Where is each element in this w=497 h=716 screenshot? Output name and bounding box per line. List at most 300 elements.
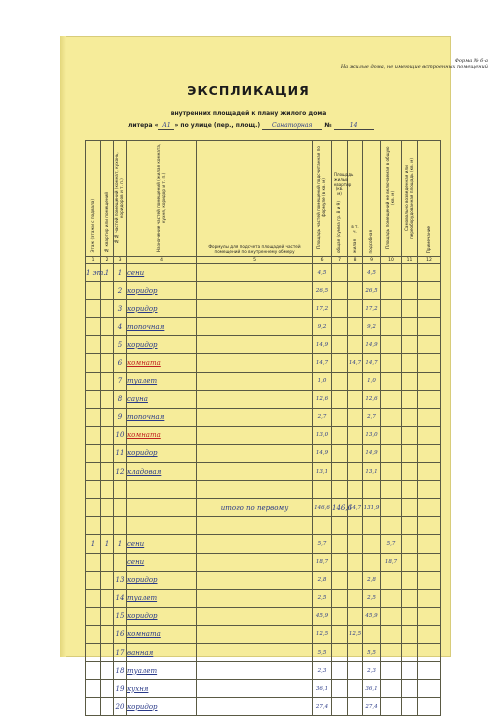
cell-notes bbox=[418, 625, 441, 643]
cell-excluded-area bbox=[381, 282, 402, 300]
cell-purpose: сени bbox=[127, 535, 197, 553]
cell-living-area bbox=[348, 300, 363, 318]
cell-purpose: коридор bbox=[127, 698, 197, 716]
table-row bbox=[86, 390, 441, 408]
cell-apartment bbox=[101, 372, 114, 390]
cell-excluded-area bbox=[381, 318, 402, 336]
cell-unauthorized-area bbox=[402, 643, 418, 661]
cell-total-area bbox=[332, 463, 348, 481]
cell-living-area bbox=[348, 426, 363, 444]
cell-auxiliary-area: 5,5 bbox=[363, 643, 381, 661]
cell-notes bbox=[418, 354, 441, 372]
cell-apartment bbox=[101, 390, 114, 408]
cell-floor bbox=[86, 408, 101, 426]
cell-notes bbox=[418, 571, 441, 589]
cell-auxiliary-area: 45,9 bbox=[363, 607, 381, 625]
cell-living-area bbox=[348, 680, 363, 698]
cell-living-area bbox=[348, 553, 363, 571]
cell-living-area bbox=[348, 264, 363, 282]
cell-apartment bbox=[101, 571, 114, 589]
cell-formula bbox=[197, 662, 313, 680]
cell-formula: итого по первому bbox=[197, 499, 313, 517]
cell-auxiliary-area: 9,2 bbox=[363, 318, 381, 336]
cell-purpose: кладовая bbox=[127, 463, 197, 481]
cell-floor bbox=[86, 625, 101, 643]
cell-total-area bbox=[332, 390, 348, 408]
cell-apartment bbox=[101, 408, 114, 426]
litera-value: А1 bbox=[158, 122, 174, 130]
table-row bbox=[86, 662, 441, 680]
cell-part-number: 14 bbox=[114, 589, 127, 607]
cell-auxiliary-area: 14,9 bbox=[363, 444, 381, 462]
table-row bbox=[86, 426, 441, 444]
cell-part-number: 1 bbox=[114, 535, 127, 553]
table-row bbox=[86, 680, 441, 698]
cell-part-number: 16 bbox=[114, 625, 127, 643]
cell-part-area: 9,2 bbox=[313, 318, 332, 336]
cell-floor bbox=[86, 698, 101, 716]
col-header-apartment: № квартир или помещений bbox=[101, 141, 114, 257]
cell-total-area bbox=[332, 643, 348, 661]
cell-notes bbox=[418, 390, 441, 408]
cell-auxiliary-area: 12,6 bbox=[363, 390, 381, 408]
cell-apartment: 1 bbox=[101, 264, 114, 282]
cell-excluded-area bbox=[381, 444, 402, 462]
street-prefix: » по улице (пер., площ.) bbox=[174, 122, 261, 129]
cell-apartment bbox=[101, 318, 114, 336]
cell-part-area: 27,4 bbox=[313, 698, 332, 716]
cell-purpose: топочная bbox=[127, 318, 197, 336]
cell-unauthorized-area bbox=[402, 698, 418, 716]
cell-part-number: 19 bbox=[114, 680, 127, 698]
cell-formula bbox=[197, 517, 313, 535]
cell-total-area bbox=[332, 625, 348, 643]
cell-auxiliary-area: 2,8 bbox=[363, 571, 381, 589]
cell-apartment bbox=[101, 481, 114, 499]
cell-auxiliary-area: 17,2 bbox=[363, 300, 381, 318]
cell-apartment bbox=[101, 463, 114, 481]
cell-part-number bbox=[114, 481, 127, 499]
cell-living-area: 12,5 bbox=[348, 625, 363, 643]
table-row bbox=[86, 282, 441, 300]
cell-part-area: 14,9 bbox=[313, 444, 332, 462]
table-row bbox=[86, 625, 441, 643]
cell-part-number: 17 bbox=[114, 643, 127, 661]
cell-living-area bbox=[348, 408, 363, 426]
cell-auxiliary-area bbox=[363, 625, 381, 643]
cell-apartment: 1 bbox=[101, 535, 114, 553]
col-header-living-quarters: Площадь жилых квартир (кв. м) bbox=[334, 172, 354, 197]
cell-living-area bbox=[348, 372, 363, 390]
cell-total-area bbox=[332, 607, 348, 625]
cell-purpose: коридор bbox=[127, 336, 197, 354]
cell-total-area bbox=[332, 408, 348, 426]
cell-notes bbox=[418, 318, 441, 336]
cell-total-area bbox=[332, 336, 348, 354]
cell-purpose: сени bbox=[127, 264, 197, 282]
cell-living-area bbox=[348, 607, 363, 625]
cell-unauthorized-area bbox=[402, 662, 418, 680]
cell-part-area: 18,7 bbox=[313, 553, 332, 571]
cell-apartment bbox=[101, 517, 114, 535]
cell-living-area bbox=[348, 662, 363, 680]
table-row bbox=[86, 589, 441, 607]
cell-part-number: 6 bbox=[114, 354, 127, 372]
cell-excluded-area bbox=[381, 589, 402, 607]
table-row bbox=[86, 408, 441, 426]
table-row bbox=[86, 444, 441, 462]
cell-unauthorized-area bbox=[402, 553, 418, 571]
cell-total-area bbox=[332, 553, 348, 571]
cell-unauthorized-area bbox=[402, 318, 418, 336]
cell-auxiliary-area: 13,1 bbox=[363, 463, 381, 481]
table-row bbox=[86, 698, 441, 716]
cell-part-area: 2,5 bbox=[313, 589, 332, 607]
address-line bbox=[128, 122, 374, 130]
cell-formula bbox=[197, 390, 313, 408]
cell-notes bbox=[418, 463, 441, 481]
col-header-part-area: Площадь частей помещений подсчитанная по формуле (в кв. м) bbox=[313, 141, 332, 257]
cell-total-area bbox=[332, 444, 348, 462]
cell-living-area: 14,7 bbox=[348, 354, 363, 372]
column-numbers-row: 1 2 3 4 5 6 7 8 9 10 11 12 bbox=[86, 257, 441, 264]
cell-total-area bbox=[332, 517, 348, 535]
cell-excluded-area bbox=[381, 499, 402, 517]
cell-part-number: 3 bbox=[114, 300, 127, 318]
table-row bbox=[86, 372, 441, 390]
cell-unauthorized-area bbox=[402, 372, 418, 390]
cell-unauthorized-area bbox=[402, 444, 418, 462]
cell-formula bbox=[197, 698, 313, 716]
cell-excluded-area bbox=[381, 517, 402, 535]
cell-purpose: комната bbox=[127, 625, 197, 643]
cell-notes bbox=[418, 300, 441, 318]
cell-unauthorized-area bbox=[402, 535, 418, 553]
cell-formula bbox=[197, 643, 313, 661]
cell-excluded-area bbox=[381, 625, 402, 643]
cell-auxiliary-area bbox=[363, 553, 381, 571]
col-header-part-number: №№ частей помещений (комнат, кухонь, коридоров и т. п.) bbox=[114, 141, 127, 257]
col-header-excluded-area: Площадь помещений не включаемая в общую (кв. м) bbox=[381, 141, 402, 257]
cell-unauthorized-area bbox=[402, 300, 418, 318]
cell-part-area: 13,1 bbox=[313, 463, 332, 481]
cell-floor bbox=[86, 662, 101, 680]
table-row bbox=[86, 643, 441, 661]
cell-excluded-area bbox=[381, 643, 402, 661]
cell-apartment bbox=[101, 643, 114, 661]
cell-purpose: туалет bbox=[127, 589, 197, 607]
table-row bbox=[86, 535, 441, 553]
table-row bbox=[86, 300, 441, 318]
cell-notes bbox=[418, 372, 441, 390]
cell-unauthorized-area bbox=[402, 408, 418, 426]
cell-excluded-area bbox=[381, 354, 402, 372]
cell-apartment bbox=[101, 607, 114, 625]
cell-floor: 1 эт. bbox=[86, 264, 101, 282]
cell-notes bbox=[418, 517, 441, 535]
cell-part-number: 15 bbox=[114, 607, 127, 625]
cell-floor: 1 bbox=[86, 535, 101, 553]
cell-total-area bbox=[332, 589, 348, 607]
cell-floor bbox=[86, 481, 101, 499]
col-header-formulas: Формулы для подсчета площадей частей помещений по внутреннему обмеру bbox=[197, 141, 313, 257]
cell-part-area: 14,7 bbox=[313, 354, 332, 372]
cell-part-number bbox=[114, 517, 127, 535]
cell-apartment bbox=[101, 282, 114, 300]
cell-excluded-area bbox=[381, 463, 402, 481]
form-note: На жилые дома, не имеющие встроенных помещений bbox=[340, 64, 488, 71]
col-header-purpose: Назначение частей помещений (жилая комната, кухня, коридор и т. п.) bbox=[127, 141, 197, 257]
cell-purpose: ванная bbox=[127, 643, 197, 661]
cell-unauthorized-area bbox=[402, 517, 418, 535]
cell-notes bbox=[418, 499, 441, 517]
cell-notes bbox=[418, 481, 441, 499]
cell-apartment bbox=[101, 426, 114, 444]
cell-notes bbox=[418, 336, 441, 354]
cell-purpose: коридор bbox=[127, 607, 197, 625]
document-title: ЭКСПЛИКАЦИЯ bbox=[187, 83, 310, 98]
cell-total-area bbox=[332, 571, 348, 589]
col-header-auxiliary: подсобная bbox=[363, 141, 381, 257]
cell-living-area bbox=[348, 390, 363, 408]
cell-floor bbox=[86, 517, 101, 535]
cell-excluded-area bbox=[381, 680, 402, 698]
cell-excluded-area bbox=[381, 390, 402, 408]
cell-total-area: 146,6 bbox=[332, 499, 348, 517]
cell-unauthorized-area bbox=[402, 426, 418, 444]
table-body bbox=[86, 257, 441, 716]
cell-formula bbox=[197, 408, 313, 426]
cell-part-number: 8 bbox=[114, 390, 127, 408]
cell-part-number bbox=[114, 553, 127, 571]
cell-floor bbox=[86, 607, 101, 625]
cell-unauthorized-area bbox=[402, 499, 418, 517]
cell-part-area: 4,5 bbox=[313, 264, 332, 282]
cell-part-area: 5,7 bbox=[313, 535, 332, 553]
form-number-block bbox=[341, 58, 488, 71]
cell-part-area: 2,8 bbox=[313, 571, 332, 589]
cell-purpose bbox=[127, 481, 197, 499]
cell-part-number: 18 bbox=[114, 662, 127, 680]
cell-apartment bbox=[101, 662, 114, 680]
cell-formula bbox=[197, 264, 313, 282]
cell-floor bbox=[86, 553, 101, 571]
cell-formula bbox=[197, 481, 313, 499]
cell-part-area: 45,9 bbox=[313, 607, 332, 625]
cell-part-number: 7 bbox=[114, 372, 127, 390]
cell-living-area bbox=[348, 571, 363, 589]
cell-notes bbox=[418, 408, 441, 426]
col-header-including: в т. ч. bbox=[351, 224, 359, 234]
col-header-floor: Этаж (этажи с подвала) bbox=[86, 141, 101, 257]
cell-part-area bbox=[313, 481, 332, 499]
cell-notes bbox=[418, 426, 441, 444]
cell-purpose: туалет bbox=[127, 372, 197, 390]
cell-unauthorized-area bbox=[402, 589, 418, 607]
cell-unauthorized-area bbox=[402, 571, 418, 589]
cell-apartment bbox=[101, 680, 114, 698]
cell-part-area: 146,6 bbox=[313, 499, 332, 517]
cell-part-number: 2 bbox=[114, 282, 127, 300]
cell-unauthorized-area bbox=[402, 354, 418, 372]
cell-apartment bbox=[101, 336, 114, 354]
table-row bbox=[86, 571, 441, 589]
cell-notes bbox=[418, 698, 441, 716]
cell-unauthorized-area bbox=[402, 607, 418, 625]
cell-part-area: 36,1 bbox=[313, 680, 332, 698]
cell-floor bbox=[86, 643, 101, 661]
cell-floor bbox=[86, 354, 101, 372]
cell-floor bbox=[86, 390, 101, 408]
cell-formula bbox=[197, 571, 313, 589]
cell-purpose bbox=[127, 517, 197, 535]
cell-part-area: 2,3 bbox=[313, 662, 332, 680]
cell-auxiliary-area bbox=[363, 535, 381, 553]
cell-living-area bbox=[348, 444, 363, 462]
cell-formula bbox=[197, 463, 313, 481]
cell-apartment bbox=[101, 444, 114, 462]
cell-floor bbox=[86, 571, 101, 589]
cell-part-number: 9 bbox=[114, 408, 127, 426]
cell-purpose bbox=[127, 499, 197, 517]
cell-floor bbox=[86, 444, 101, 462]
cell-total-area bbox=[332, 481, 348, 499]
cell-excluded-area bbox=[381, 571, 402, 589]
cell-part-number: 13 bbox=[114, 571, 127, 589]
cell-part-number: 10 bbox=[114, 426, 127, 444]
cell-living-area bbox=[348, 282, 363, 300]
cell-apartment bbox=[101, 499, 114, 517]
cell-part-number: 4 bbox=[114, 318, 127, 336]
cell-formula bbox=[197, 444, 313, 462]
col-header-notes: Примечание bbox=[418, 141, 441, 257]
cell-living-area bbox=[348, 589, 363, 607]
cell-purpose: коридор bbox=[127, 444, 197, 462]
cell-excluded-area: 18,7 bbox=[381, 553, 402, 571]
cell-excluded-area bbox=[381, 481, 402, 499]
cell-auxiliary-area bbox=[363, 517, 381, 535]
cell-floor bbox=[86, 589, 101, 607]
cell-apartment bbox=[101, 354, 114, 372]
cell-auxiliary-area: 14,9 bbox=[363, 336, 381, 354]
cell-purpose: сени bbox=[127, 553, 197, 571]
cell-living-area bbox=[348, 481, 363, 499]
cell-formula bbox=[197, 625, 313, 643]
cell-formula bbox=[197, 318, 313, 336]
cell-total-area bbox=[332, 264, 348, 282]
cell-excluded-area bbox=[381, 300, 402, 318]
cell-total-area bbox=[332, 372, 348, 390]
table-row bbox=[86, 354, 441, 372]
cell-excluded-area bbox=[381, 408, 402, 426]
cell-auxiliary-area: 13,0 bbox=[363, 426, 381, 444]
cell-part-number: 11 bbox=[114, 444, 127, 462]
cell-total-area bbox=[332, 680, 348, 698]
table-row bbox=[86, 481, 441, 499]
cell-auxiliary-area: 36,1 bbox=[363, 680, 381, 698]
cell-auxiliary-area: 2,3 bbox=[363, 662, 381, 680]
house-number-value: 14 bbox=[334, 122, 374, 130]
cell-living-area bbox=[348, 463, 363, 481]
number-label: № bbox=[324, 122, 332, 129]
cell-part-area: 12,6 bbox=[313, 390, 332, 408]
cell-part-number: 12 bbox=[114, 463, 127, 481]
cell-floor bbox=[86, 300, 101, 318]
table-row bbox=[86, 607, 441, 625]
paper-fold-shadow bbox=[60, 36, 66, 657]
cell-purpose: коридор bbox=[127, 282, 197, 300]
cell-purpose: топочная bbox=[127, 408, 197, 426]
cell-part-number: 1 bbox=[114, 264, 127, 282]
cell-total-area bbox=[332, 318, 348, 336]
col-header-total-area: Площадь жилых квартир (кв. м) общая (сумма гр. 8 и 9) bbox=[332, 141, 348, 257]
cell-total-area bbox=[332, 300, 348, 318]
cell-unauthorized-area bbox=[402, 390, 418, 408]
cell-auxiliary-area: 27,4 bbox=[363, 698, 381, 716]
cell-floor bbox=[86, 499, 101, 517]
cell-excluded-area bbox=[381, 372, 402, 390]
cell-part-area: 12,5 bbox=[313, 625, 332, 643]
cell-apartment bbox=[101, 300, 114, 318]
cell-living-area bbox=[348, 336, 363, 354]
cell-auxiliary-area: 2,5 bbox=[363, 589, 381, 607]
cell-notes bbox=[418, 535, 441, 553]
cell-unauthorized-area bbox=[402, 264, 418, 282]
cell-formula bbox=[197, 589, 313, 607]
cell-living-area bbox=[348, 698, 363, 716]
cell-unauthorized-area bbox=[402, 625, 418, 643]
cell-floor bbox=[86, 336, 101, 354]
cell-living-area bbox=[348, 517, 363, 535]
cell-floor bbox=[86, 680, 101, 698]
cell-formula bbox=[197, 372, 313, 390]
cell-total-area bbox=[332, 535, 348, 553]
col-header-unauthorized-area: Самовольно возведенная или переоборудованная площадь (кв. м) bbox=[402, 141, 418, 257]
cell-notes bbox=[418, 264, 441, 282]
cell-apartment bbox=[101, 553, 114, 571]
cell-apartment bbox=[101, 625, 114, 643]
cell-formula bbox=[197, 607, 313, 625]
cell-formula bbox=[197, 282, 313, 300]
cell-formula bbox=[197, 680, 313, 698]
table-row bbox=[86, 553, 441, 571]
cell-part-area: 13,0 bbox=[313, 426, 332, 444]
cell-part-area: 14,9 bbox=[313, 336, 332, 354]
cell-notes bbox=[418, 553, 441, 571]
cell-formula bbox=[197, 535, 313, 553]
col-header-living: в т. ч. жилая bbox=[348, 141, 363, 257]
cell-floor bbox=[86, 372, 101, 390]
cell-excluded-area bbox=[381, 336, 402, 354]
cell-part-number: 20 bbox=[114, 698, 127, 716]
cell-purpose: коридор bbox=[127, 300, 197, 318]
cell-formula bbox=[197, 300, 313, 318]
cell-living-area bbox=[348, 535, 363, 553]
table-header bbox=[86, 141, 441, 257]
cell-auxiliary-area bbox=[363, 481, 381, 499]
cell-formula bbox=[197, 354, 313, 372]
cell-formula bbox=[197, 426, 313, 444]
table-row bbox=[86, 264, 441, 282]
cell-notes bbox=[418, 662, 441, 680]
cell-auxiliary-area: 26,5 bbox=[363, 282, 381, 300]
cell-auxiliary-area: 4,5 bbox=[363, 264, 381, 282]
form-number: Форма № 6-а bbox=[454, 58, 488, 64]
cell-floor bbox=[86, 426, 101, 444]
cell-purpose: комната bbox=[127, 426, 197, 444]
cell-purpose: коридор bbox=[127, 571, 197, 589]
cell-notes bbox=[418, 444, 441, 462]
